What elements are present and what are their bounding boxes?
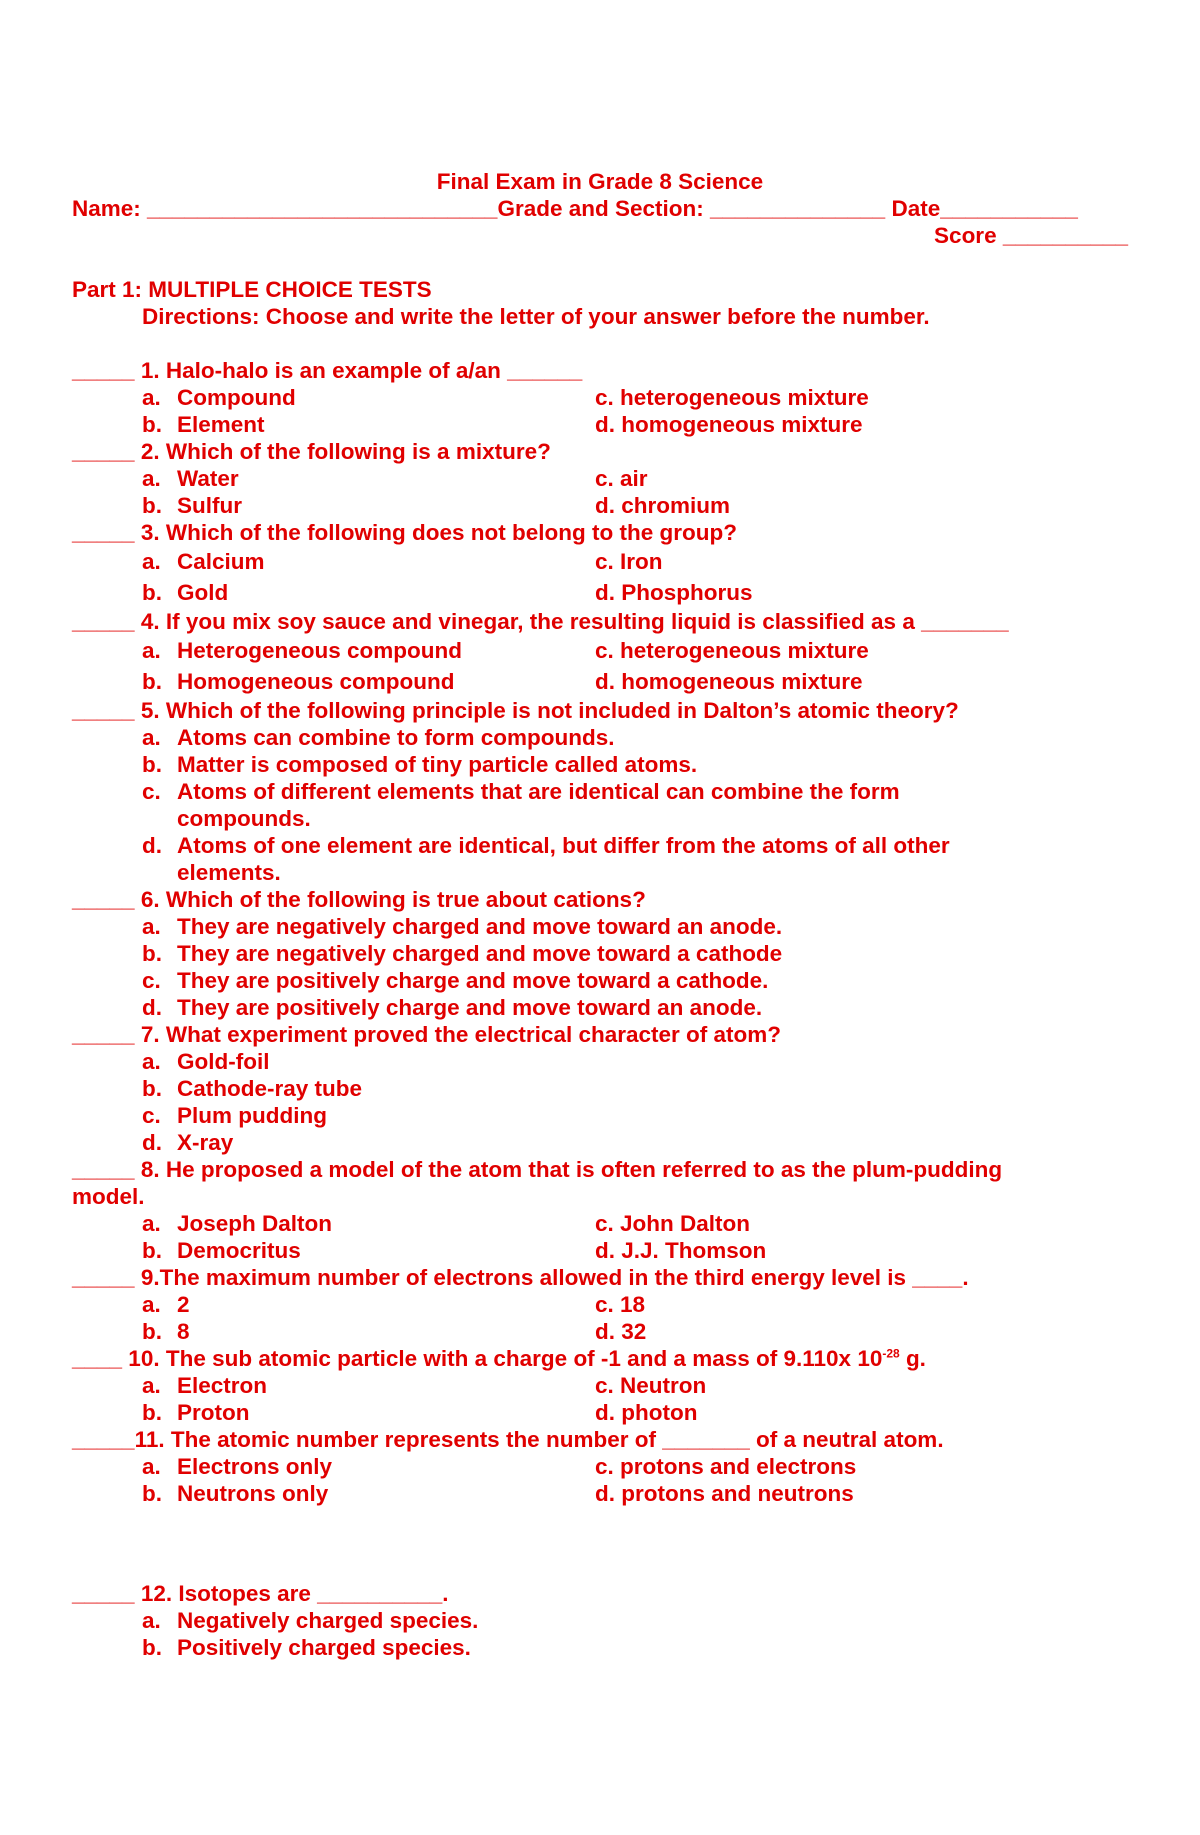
question-10: ____ 10. The sub atomic particle with a charge of -1 and a mass of 9.110x $10^{-28}$ g.	[72, 1346, 926, 1371]
option-3c: c. Iron	[595, 549, 663, 574]
option-row: b. Proton d. photon	[142, 1400, 698, 1425]
option-row: a. Gold-foil	[142, 1049, 270, 1074]
option-2b: Sulfur	[177, 493, 242, 518]
option-row: b. Matter is composed of tiny particle called atoms.	[142, 752, 698, 777]
option-row: a. They are negatively charged and move toward an anode.	[142, 914, 783, 939]
option-row: d. X-ray	[142, 1130, 234, 1155]
option-8c: c. John Dalton	[595, 1211, 751, 1236]
option-row: a. Water c. air	[142, 466, 648, 491]
option-12a: Negatively charged species.	[177, 1608, 479, 1633]
name-blank[interactable]: ____________________________	[147, 196, 498, 221]
question-1: _____ 1. Halo-halo is an example of a/an ______	[72, 358, 583, 383]
date-label: Date	[891, 196, 941, 221]
option-5c: Atoms of different elements that are identical can combine the form compounds.	[177, 779, 900, 831]
option-8d: d. J.J. Thomson	[595, 1238, 767, 1263]
option-row: a. Atoms can combine to form compounds.	[142, 725, 615, 750]
option-9b: 8	[177, 1319, 190, 1344]
question-4: _____ 4. If you mix soy sauce and vinegar, the resulting liquid is classified as a _______	[72, 609, 1009, 634]
option-12b: Positively charged species.	[177, 1635, 471, 1660]
option-8a: Joseph Dalton	[177, 1211, 333, 1236]
option-row: b. Element d. homogeneous mixture	[142, 412, 863, 437]
option-row: c. They are positively charge and move toward a cathode.	[142, 968, 769, 993]
option-3a: Calcium	[177, 549, 265, 574]
option-1d: d. homogeneous mixture	[595, 412, 863, 437]
option-10b: Proton	[177, 1400, 250, 1425]
option-5b: Matter is composed of tiny particle called atoms.	[177, 752, 698, 777]
option-4a: Heterogeneous compound	[177, 638, 463, 663]
grade-blank[interactable]: ______________	[710, 196, 886, 221]
option-row: a. Heterogeneous compound c. heterogeneous mixture	[72, 635, 1128, 666]
option-6b: They are negatively charged and move toward a cathode	[177, 941, 783, 966]
option-9d: d. 32	[595, 1319, 647, 1344]
option-4d: d. homogeneous mixture	[595, 669, 863, 694]
option-1a: Compound	[177, 385, 296, 410]
option-row: b. Gold d. Phosphorus	[72, 577, 1128, 608]
option-7a: Gold-foil	[177, 1049, 270, 1074]
option-4b: Homogeneous compound	[177, 669, 455, 694]
option-9a: 2	[177, 1292, 190, 1317]
option-8b: Democritus	[177, 1238, 301, 1263]
question-8-continued: model.	[72, 1184, 145, 1209]
option-2c: c. air	[595, 466, 648, 491]
option-row: a. Calcium c. Iron	[72, 546, 1128, 577]
name-line	[72, 195, 1128, 222]
option-1c: c. heterogeneous mixture	[595, 385, 869, 410]
question-9: _____ 9.The maximum number of electrons allowed in the third energy level is ____.	[72, 1265, 969, 1290]
option-5a: Atoms can combine to form compounds.	[177, 725, 615, 750]
directions: Directions: Choose and write the letter of your answer before the number.	[142, 304, 930, 329]
option-row: b. Cathode-ray tube	[142, 1076, 363, 1101]
option-row: a. 2 c. 18	[142, 1292, 646, 1317]
question-11: _____11. The atomic number represents the number of _______ of a neutral atom.	[72, 1427, 944, 1452]
option-7d: X-ray	[177, 1130, 234, 1155]
option-11a: Electrons only	[177, 1454, 333, 1479]
option-11c: c. protons and electrons	[595, 1454, 857, 1479]
option-row: b. Sulfur d. chromium	[142, 493, 731, 518]
score-label: Score	[934, 223, 997, 248]
option-2a: Water	[177, 466, 239, 491]
question-7: _____ 7. What experiment proved the electrical character of atom?	[72, 1022, 782, 1047]
option-row: a. Joseph Dalton c. John Dalton	[142, 1211, 751, 1236]
score-blank[interactable]: __________	[1002, 223, 1128, 248]
option-row: b. Neutrons only d. protons and neutrons	[142, 1481, 854, 1506]
option-row: d. They are positively charge and move toward an anode.	[142, 995, 763, 1020]
question-6: _____ 6. Which of the following is true about cations?	[72, 887, 646, 912]
exam-page	[72, 168, 1128, 1661]
exam-title: Final Exam in Grade 8 Science	[436, 169, 764, 194]
option-6c: They are positively charge and move toward a cathode.	[177, 968, 769, 993]
name-label: Name:	[72, 196, 141, 221]
question-2: _____ 2. Which of the following is a mixture?	[72, 439, 551, 464]
option-row: a. Negatively charged species.	[142, 1608, 479, 1633]
exponent: -28	[882, 1346, 900, 1361]
question-12: _____ 12. Isotopes are __________.	[72, 1581, 449, 1606]
date-blank[interactable]: ___________	[940, 196, 1078, 221]
option-row: b. 8 d. 32	[142, 1319, 647, 1344]
option-4c: c. heterogeneous mixture	[595, 638, 869, 663]
option-row: a. Electrons only c. protons and electrons	[142, 1454, 857, 1479]
option-2d: d. chromium	[595, 493, 731, 518]
question-3: _____ 3. Which of the following does not belong to the group?	[72, 520, 737, 545]
score-line	[72, 222, 1128, 249]
option-3d: d. Phosphorus	[595, 580, 753, 605]
option-row: a. Electron c. Neutron	[142, 1373, 707, 1398]
option-row: c. Plum pudding	[142, 1103, 327, 1128]
option-7c: Plum pudding	[177, 1103, 327, 1128]
option-row: b. Democritus d. J.J. Thomson	[142, 1238, 767, 1263]
option-11b: Neutrons only	[177, 1481, 329, 1506]
option-row: b. They are negatively charged and move toward a cathode	[142, 941, 783, 966]
option-row: b. Homogeneous compound d. homogeneous mixture	[72, 666, 1128, 697]
option-5d: Atoms of one element are identical, but differ from the atoms of all other elements.	[177, 833, 950, 885]
grade-label: Grade and Section:	[497, 196, 704, 221]
option-row: c. Atoms of different elements that are identical can combine the form compounds.	[72, 778, 1128, 832]
option-9c: c. 18	[595, 1292, 646, 1317]
option-1b: Element	[177, 412, 265, 437]
option-10d: d. photon	[595, 1400, 698, 1425]
option-row: a. Compound c. heterogeneous mixture	[142, 385, 869, 410]
option-10c: c. Neutron	[595, 1373, 707, 1398]
option-3b: Gold	[177, 580, 229, 605]
option-row: b. Positively charged species.	[142, 1635, 471, 1660]
question-5: _____ 5. Which of the following principle is not included in Dalton’s atomic theory?	[72, 698, 959, 723]
part-heading: Part 1: MULTIPLE CHOICE TESTS	[72, 277, 432, 302]
option-row: d. Atoms of one element are identical, but differ from the atoms of all other elements.	[72, 832, 1128, 886]
question-8: _____ 8. He proposed a model of the atom that is often referred to as the plum-pudding	[72, 1157, 1003, 1182]
option-6a: They are negatively charged and move toward an anode.	[177, 914, 783, 939]
option-11d: d. protons and neutrons	[595, 1481, 854, 1506]
option-10a: Electron	[177, 1373, 268, 1398]
option-6d: They are positively charge and move toward an anode.	[177, 995, 763, 1020]
option-7b: Cathode-ray tube	[177, 1076, 363, 1101]
